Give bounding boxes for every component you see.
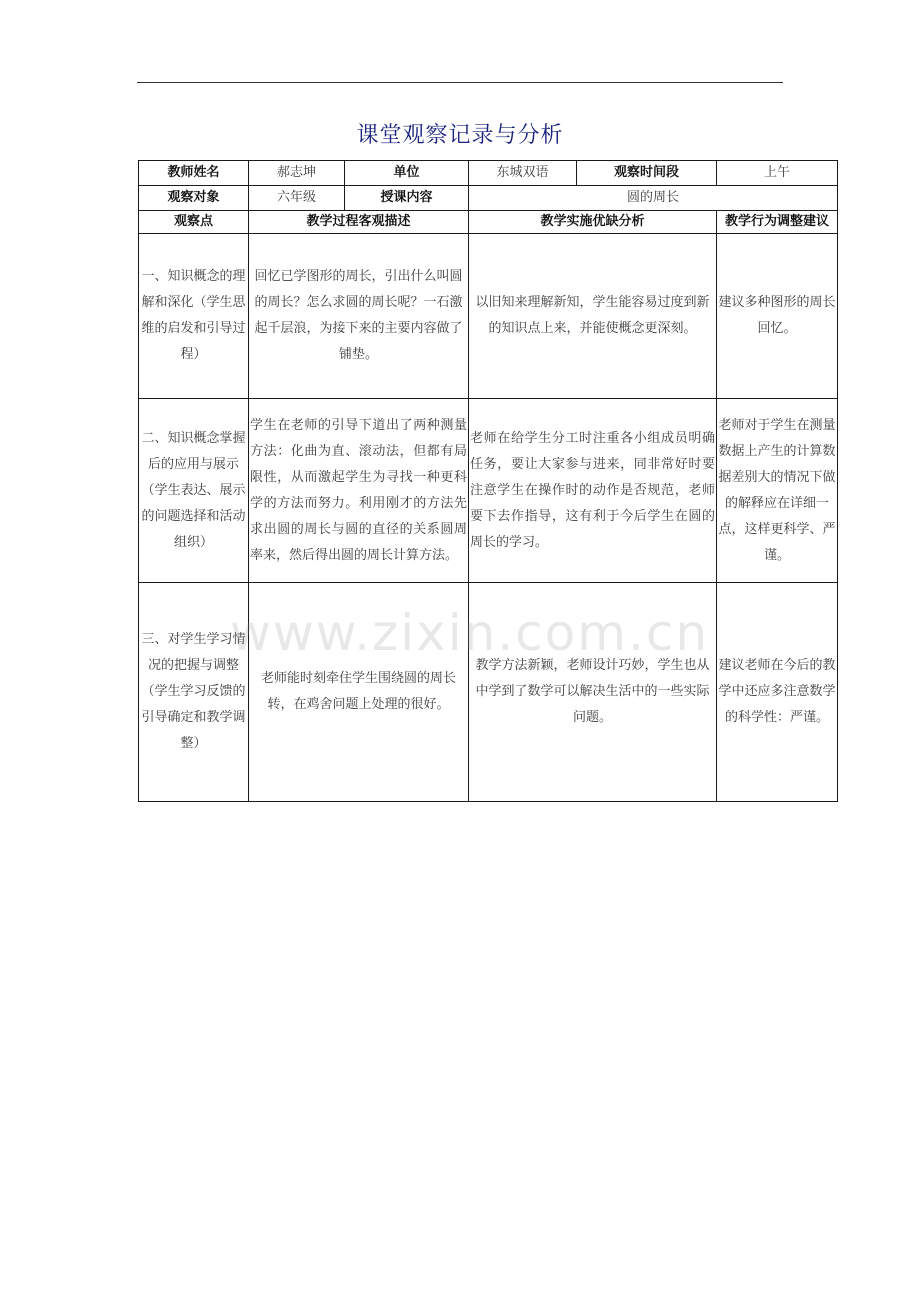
- unit-value: 东城双语: [469, 161, 577, 186]
- lesson-content-value: 圆的周长: [469, 186, 838, 211]
- analysis-cell: 教学方法新颖，老师设计巧妙，学生也从中学到了数学可以解决生活中的一些实际问题。: [469, 583, 717, 802]
- header-process-description: 教学过程客观描述: [249, 211, 469, 234]
- analysis-cell: 以旧知来理解新知，学生能容易过度到新的知识点上来，并能使概念更深刻。: [469, 234, 717, 399]
- document-title: 课堂观察记录与分析: [356, 123, 564, 148]
- table-row: [139, 399, 838, 583]
- process-description-cell: 老师能时刻牵住学生围绕圆的周长转，在鸡舍问题上处理的很好。: [249, 583, 469, 802]
- observation-point-cell: 一、知识概念的理解和深化（学生思维的启发和引导过程）: [139, 234, 249, 399]
- observation-time-value: 上午: [717, 161, 838, 186]
- suggestion-cell: 建议多种图形的周长回忆。: [717, 234, 838, 399]
- teacher-name-value: 郝志坤: [249, 161, 345, 186]
- process-description-cell: 学生在老师的引导下道出了两种测量方法：化曲为直、滚动法，但都有局限性，从而激起学生为寻找一种更科学的方法而努力。利用刚才的方法先求出圆的周长与圆的直径的关系圆周率来，然后得出圆的周长计算方法。: [249, 399, 469, 583]
- observation-time-label: 观察时间段: [577, 161, 717, 186]
- column-header-row: [139, 211, 838, 234]
- lesson-content-label: 授课内容: [345, 186, 469, 211]
- observation-point-cell: 二、知识概念掌握后的应用与展示（学生表达、展示的问题选择和活动组织）: [139, 399, 249, 583]
- suggestion-cell: 老师对于学生在测量数据上产生的计算数据差别大的情况下做的解释应在详细一点，这样更科学、严谨。: [717, 399, 838, 583]
- header-suggestion: 教学行为调整建议: [717, 211, 838, 234]
- process-description-cell: 回忆已学图形的周长，引出什么叫圆的周长？怎么求圆的周长呢？一石激起千层浪，为接下来的主要内容做了铺垫。: [249, 234, 469, 399]
- table-row: [139, 583, 838, 802]
- observation-table: [138, 160, 838, 802]
- header-observation-point: 观察点: [139, 211, 249, 234]
- header-analysis: 教学实施优缺分析: [469, 211, 717, 234]
- teacher-name-label: 教师姓名: [139, 161, 249, 186]
- suggestion-cell: 建议老师在今后的教学中还应多注意数学的科学性：严谨。: [717, 583, 838, 802]
- header-rule: [137, 82, 783, 83]
- analysis-cell: 老师在给学生分工时注重各小组成员明确任务，要让大家参与进来，同非常好时要注意学生在操作时的动作是否规范，老师要下去作指导，这有利于今后学生在圆的周长的学习。: [469, 399, 717, 583]
- unit-label: 单位: [345, 161, 469, 186]
- table-row: [139, 234, 838, 399]
- meta-row-1: [139, 161, 838, 186]
- observation-point-cell: 三、对学生学习情况的把握与调整（学生学习反馈的引导确定和教学调整）: [139, 583, 249, 802]
- watermark: www.zixin.com.cn: [230, 604, 710, 662]
- observation-object-value: 六年级: [249, 186, 345, 211]
- observation-object-label: 观察对象: [139, 186, 249, 211]
- meta-row-2: [139, 186, 838, 211]
